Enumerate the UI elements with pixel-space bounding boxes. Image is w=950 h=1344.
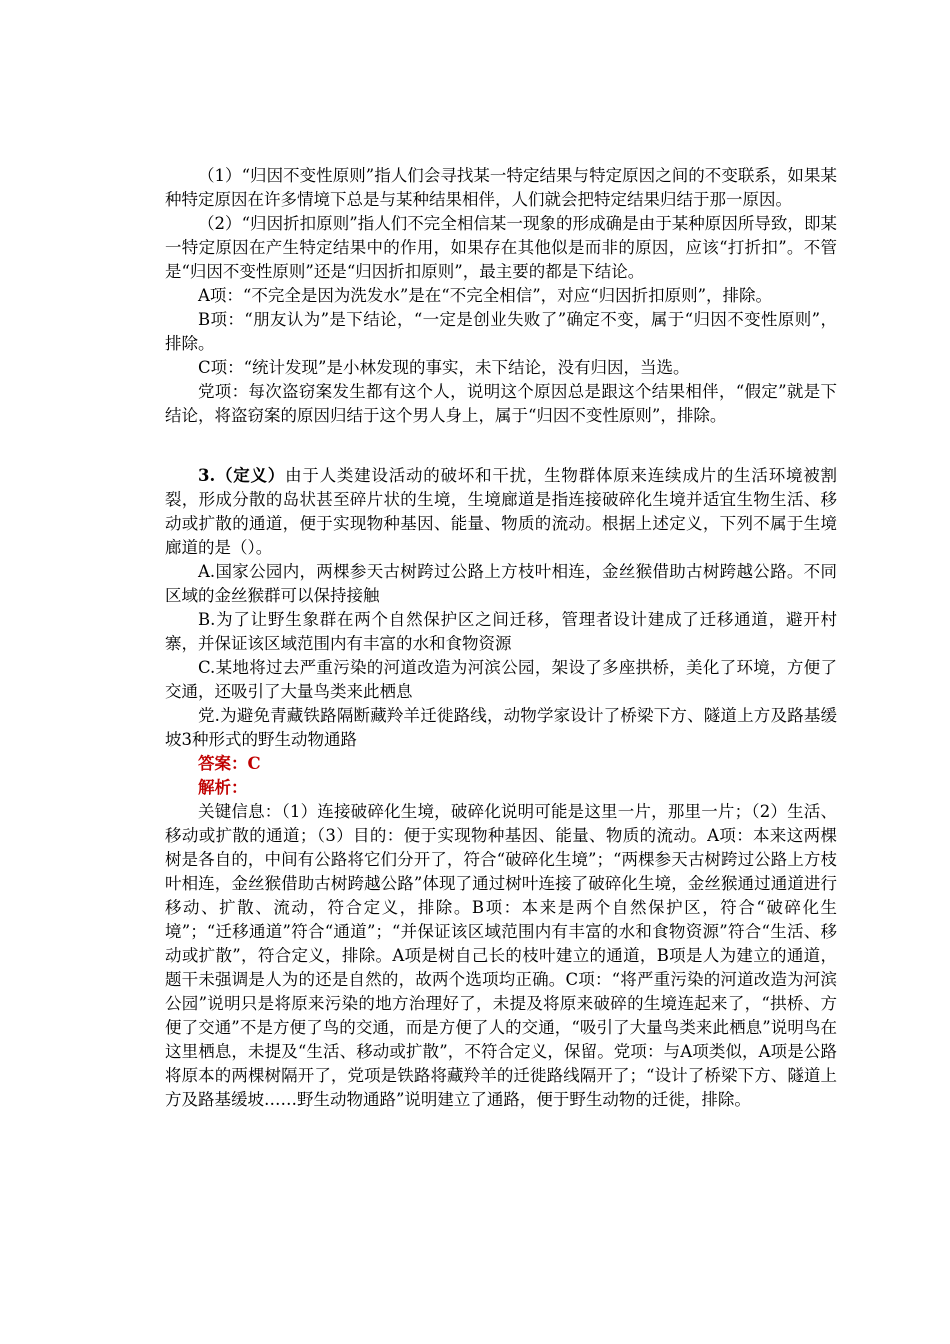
option-b: B.为了让野生象群在两个自然保护区之间迁移，管理者设计建成了迁移通道，避开村寨，并保证该区域范围内有丰富的水和食物资源	[165, 610, 837, 653]
principle-2-paragraph: （2）“归因折扣原则”指人们不完全相信某一现象的形成确是由于某种原因所导致，即某一特定原因在产生特定结果中的作用，如果存在其他似是而非的原因，应该“打折扣”。不管是“归因不变性原则”还是“归因折扣原则”，最主要的都是下结论。	[165, 214, 837, 281]
analysis-text: 关键信息：（1）连接破碎化生境，破碎化说明可能是这里一片，那里一片；（2）生活、移动或扩散的通道；（3）目的：便于实现物种基因、能量、物质的流动。A项：本来这两棵树是各自的，中间有公路将它们分开了，符合“破碎化生境”；“两棵参天古树跨过公路上方枝叶相连，金丝猴借助古树跨越公路”体现了通过树叶连接了破碎化生境，金丝猴通过通道进行移动、扩散、流动，符合定义，排除。B项：本来是两个自然保护区，符合“破碎化生境”；“迁移通道”符合“通道”；“并保证该区域范围内有丰富的水和食物资源”符合“生活、移动或扩散”，符合定义，排除。A项是树自己长的枝叶建立的通道，B项是人为建立的通道，题干未强调是人为的还是自然的，故两个选项均正确。C项：“将严重污染的河道改造为河滨公园”说明只是将原来污染的地方治理好了，未提及将原来破碎的生境连起来了，“拱桥、方便了交通”不是方便了鸟的交通，而是方便了人的交通，“吸引了大量鸟类来此栖息”说明鸟在这里栖息，未提及“生活、移动或扩散”，不符合定义，保留。党项：与A项类似，A项是公路将原本的两棵树隔开了，党项是铁路将藏羚羊的迁徙路线隔开了；“设计了桥梁下方、隧道上方及路基缓坡……野生动物通路”说明建立了通路，便于野生动物的迁徙，排除。	[165, 802, 837, 1109]
option-a: A.国家公园内，两棵参天古树跨过公路上方枝叶相连，金丝猴借助古树跨越公路。不同区域的金丝猴群可以保持接触	[165, 562, 837, 605]
analysis-label: 解析：	[198, 778, 248, 797]
option-a-explanation: A项：“不完全是因为洗发水”是在“不完全相信”，对应“归因折扣原则”，排除。	[198, 286, 773, 305]
section-gap	[165, 428, 837, 464]
option-b-explanation: B项：“朋友认为”是下结论，“一定是创业失败了”确定不变，属于“归因不变性原则”，排除。	[165, 310, 837, 353]
question-number: 3.（定义）	[198, 466, 286, 485]
answer-label: 答案：C	[198, 754, 261, 773]
option-c-explanation: C项：“统计发现”是小林发现的事实，未下结论，没有归因，当选。	[198, 358, 690, 377]
document-page	[165, 164, 837, 1112]
option-d-explanation: 党项：每次盗窃案发生都有这个人，说明这个原因总是跟这个结果相伴，“假定”就是下结论，将盗窃案的原因归结于这个男人身上，属于“归因不变性原则”，排除。	[165, 382, 837, 425]
question-text: 由于人类建设活动的破坏和干扰，生物群体原来连续成片的生活环境被割裂，形成分散的岛状甚至碎片状的生境，生境廊道是指连接破碎化生境并适宜生物生活、移动或扩散的通道，便于实现物种基因、能量、物质的流动。根据上述定义，下列不属于生境廊道的是（）。	[165, 466, 838, 557]
question-3-stem	[165, 464, 837, 560]
option-c: C.某地将过去严重污染的河道改造为河滨公园，架设了多座拱桥，美化了环境，方便了交通，还吸引了大量鸟类来此栖息	[165, 658, 837, 701]
principle-1-paragraph: （1）“归因不变性原则”指人们会寻找某一特定结果与特定原因之间的不变联系，如果某种特定原因在许多情境下总是与某种结果相伴，人们就会把特定结果归结于那一原因。	[165, 166, 837, 209]
option-d: 党.为避免青藏铁路隔断藏羚羊迁徙路线，动物学家设计了桥梁下方、隧道上方及路基缓坡3种形式的野生动物通路	[165, 706, 837, 749]
